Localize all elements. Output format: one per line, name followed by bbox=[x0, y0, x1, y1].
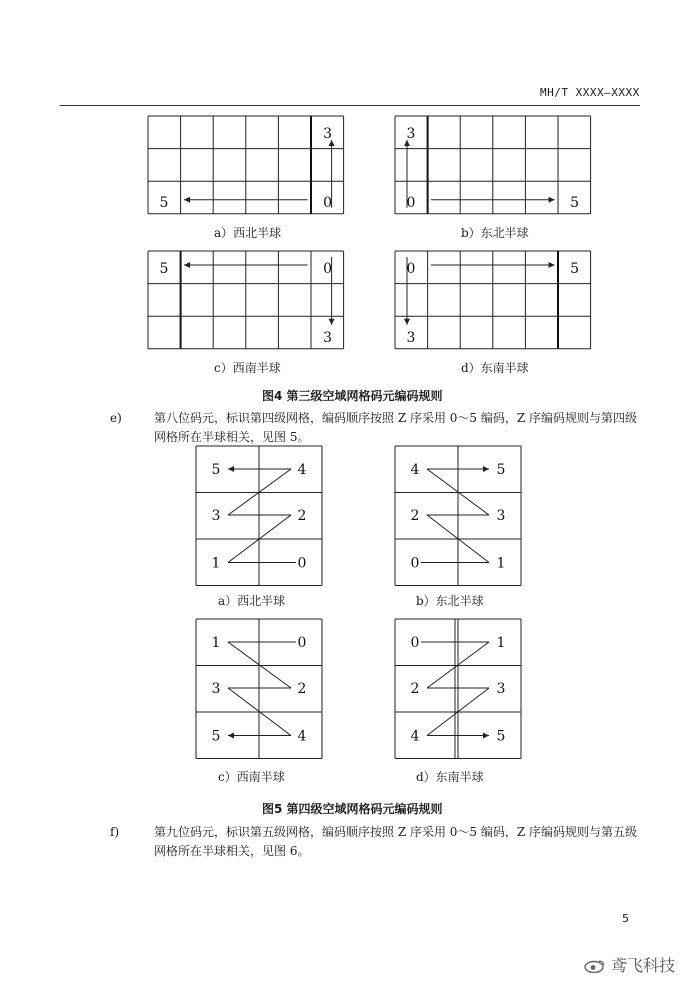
cell-code-label: 1 bbox=[211, 635, 221, 651]
cell-code-label: 0 bbox=[410, 635, 420, 651]
cell-code-label: 4 bbox=[410, 462, 420, 478]
cell-code-label: 4 bbox=[297, 728, 307, 745]
z-order-arrow-head bbox=[228, 733, 234, 739]
cell-code-label: 3 bbox=[406, 329, 416, 346]
cell-code-label: 2 bbox=[410, 508, 420, 524]
cell-code-label: 5 bbox=[570, 261, 580, 277]
cell-code-label: 3 bbox=[406, 126, 416, 142]
document-code: MH/T XXXX—XXXX bbox=[540, 86, 640, 99]
cell-code-label: 1 bbox=[496, 555, 506, 572]
paragraph-e-text: 第八位码元，标识第四级网格，编码顺序按照 Z 序采用 0～5 编码，Z 序编码规则与第四级网格所在半球相关，见图 5。 bbox=[154, 411, 638, 444]
page-number: 5 bbox=[622, 912, 629, 925]
cell-code-label: 1 bbox=[496, 635, 506, 651]
order-arrow-0-head bbox=[184, 262, 190, 268]
cell-code-label: 0 bbox=[410, 555, 420, 572]
figure4-title: 图4 第三级空域网格码元编码规则 bbox=[262, 389, 443, 403]
figure4-panel-southeast bbox=[395, 251, 591, 349]
cell-code-label: 0 bbox=[297, 635, 307, 651]
figure4-caption-northeast: b）东北半球 bbox=[461, 226, 529, 240]
cell-code-label: 3 bbox=[211, 681, 221, 697]
cell-code-label: 4 bbox=[410, 728, 420, 745]
cell-code-label: 5 bbox=[159, 194, 169, 211]
cell-code-label: 3 bbox=[211, 508, 221, 524]
watermark bbox=[584, 953, 675, 976]
cell-code-label: 1 bbox=[211, 555, 221, 572]
cell-code-label: 2 bbox=[410, 681, 420, 697]
cell-code-label: 3 bbox=[323, 329, 333, 346]
figure5-caption-southwest: c）西南半球 bbox=[218, 770, 285, 784]
paragraph-f-text: 第九位码元，标识第五级网格，编码顺序按照 Z 序采用 0～5 编码，Z 序编码规则与第五级网格所在半球相关，见图 6。 bbox=[154, 825, 638, 858]
cell-code-label: 0 bbox=[323, 194, 333, 211]
figure5-caption-southeast: d）东南半球 bbox=[416, 770, 484, 784]
order-arrow-1-head bbox=[404, 319, 410, 325]
cell-code-label: 0 bbox=[406, 194, 416, 211]
paragraph-e-label: e) bbox=[110, 411, 122, 425]
figure5-caption-northwest: a）西北半球 bbox=[218, 594, 286, 608]
z-order-arrow-head bbox=[483, 733, 489, 739]
figure5-title: 图5 第四级空域网格码元编码规则 bbox=[262, 802, 443, 816]
figure5-panel-northwest bbox=[196, 446, 322, 586]
z-order-arrow-head bbox=[483, 466, 489, 472]
cell-code-label: 0 bbox=[406, 261, 416, 277]
cell-code-label: 5 bbox=[570, 194, 580, 211]
figure5-panel-southeast bbox=[395, 619, 521, 759]
order-arrow-0-head bbox=[549, 262, 555, 268]
paragraph-f bbox=[110, 823, 640, 861]
figure4-panel-northeast bbox=[395, 116, 591, 214]
cell-code-label: 5 bbox=[159, 261, 169, 277]
figure4-caption-southwest: c）西南半球 bbox=[214, 361, 281, 375]
weibo-eye-icon bbox=[584, 959, 606, 973]
cell-code-label: 3 bbox=[323, 126, 333, 142]
cell-code-label: 5 bbox=[211, 728, 221, 745]
figure4-panel-southwest bbox=[148, 251, 344, 349]
order-arrow-1-head bbox=[549, 197, 555, 203]
figure4-caption-southeast: d）东南半球 bbox=[461, 361, 529, 375]
order-arrow-1-head bbox=[184, 197, 190, 203]
cell-code-label: 5 bbox=[496, 462, 506, 478]
figure5-panel-southwest bbox=[196, 619, 322, 759]
cell-code-label: 4 bbox=[297, 462, 307, 478]
watermark-text: 鸢飞科技 bbox=[611, 956, 676, 975]
cell-code-label: 3 bbox=[496, 681, 506, 697]
cell-code-label: 3 bbox=[496, 508, 506, 524]
figure5-caption-northeast: b）东北半球 bbox=[416, 594, 484, 608]
cell-code-label: 5 bbox=[496, 728, 506, 745]
cell-code-label: 2 bbox=[297, 508, 307, 524]
cell-code-label: 0 bbox=[323, 261, 333, 277]
paragraph-e bbox=[110, 409, 640, 447]
paragraph-f-label: f) bbox=[110, 825, 120, 839]
header-rule bbox=[60, 105, 640, 106]
figure4-panel-northwest bbox=[148, 116, 344, 214]
order-arrow-1-head bbox=[329, 319, 335, 325]
z-order-arrow-head bbox=[228, 466, 234, 472]
cell-code-label: 5 bbox=[211, 462, 221, 478]
figure5-panel-northeast bbox=[395, 446, 521, 586]
cell-code-label: 2 bbox=[297, 681, 307, 697]
cell-code-label: 0 bbox=[297, 555, 307, 572]
figure4-caption-northwest: a）西北半球 bbox=[214, 226, 282, 240]
